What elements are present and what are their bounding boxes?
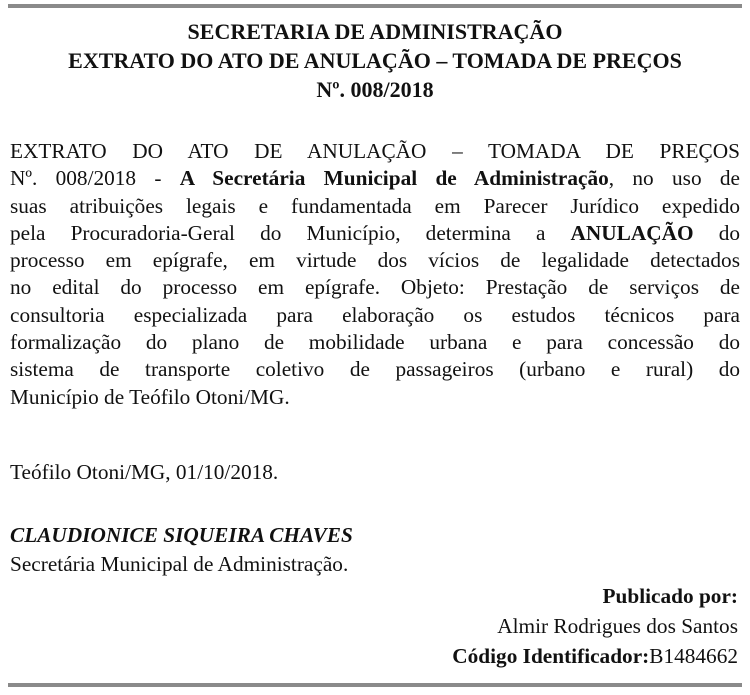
body-line	[10, 165, 740, 192]
place-and-date: Teófilo Otoni/MG, 01/10/2018.	[10, 460, 279, 484]
heading-title: EXTRATO DO ATO DE ANULAÇÃO – TOMADA DE PREÇOS	[68, 48, 682, 73]
body-bold-segment: ANULAÇÃO	[570, 220, 694, 245]
body-line: consultoria especializada para elaboração os estudos técnicos para	[10, 302, 740, 327]
signer-role: Secretária Municipal de Administração.	[10, 552, 349, 576]
publisher-name: Almir Rodrigues dos Santos	[497, 614, 738, 638]
body-text-segment: Nº. 008/2018 -	[10, 166, 180, 191]
top-divider	[8, 4, 742, 8]
body-line: no edital do processo em epígrafe. Objeto: Prestação de serviços de	[10, 275, 740, 300]
bottom-divider	[8, 683, 742, 687]
body-line: Município de Teófilo Otoni/MG.	[10, 384, 290, 409]
heading-number: Nº. 008/2018	[316, 77, 434, 102]
body-text-segment: do	[693, 220, 740, 245]
body-line: sistema de transporte coletivo de passageiros (urbano e rural) do	[10, 357, 740, 382]
heading-department: SECRETARIA DE ADMINISTRAÇÃO	[187, 19, 563, 44]
identifier-code	[452, 643, 738, 670]
identifier-code-value: B1484662	[649, 644, 738, 668]
identifier-code-label: Código Identificador:	[452, 644, 650, 668]
body-line: processo em epígrafe, em virtude dos vícios de legalidade detectados	[10, 248, 740, 273]
body-line: suas atribuições legais e fundamentada em Parecer Jurídico expedido	[10, 193, 740, 218]
body-bold-segment: A Secretária Municipal de Administração	[179, 166, 609, 191]
published-by-label: Publicado por:	[602, 584, 738, 608]
body-line	[10, 220, 740, 247]
signer-name: CLAUDIONICE SIQUEIRA CHAVES	[10, 523, 353, 547]
document-heading	[10, 17, 740, 104]
body-line: formalização do plano de mobilidade urbana e para concessão do	[10, 330, 740, 355]
body-line: EXTRATO DO ATO DE ANULAÇÃO – TOMADA DE PREÇOS	[10, 139, 740, 163]
body-text-segment: , no uso de	[608, 166, 741, 191]
document-body	[10, 138, 740, 411]
body-text-segment: pela Procuradoria-Geral do Município, determina a	[10, 220, 571, 245]
